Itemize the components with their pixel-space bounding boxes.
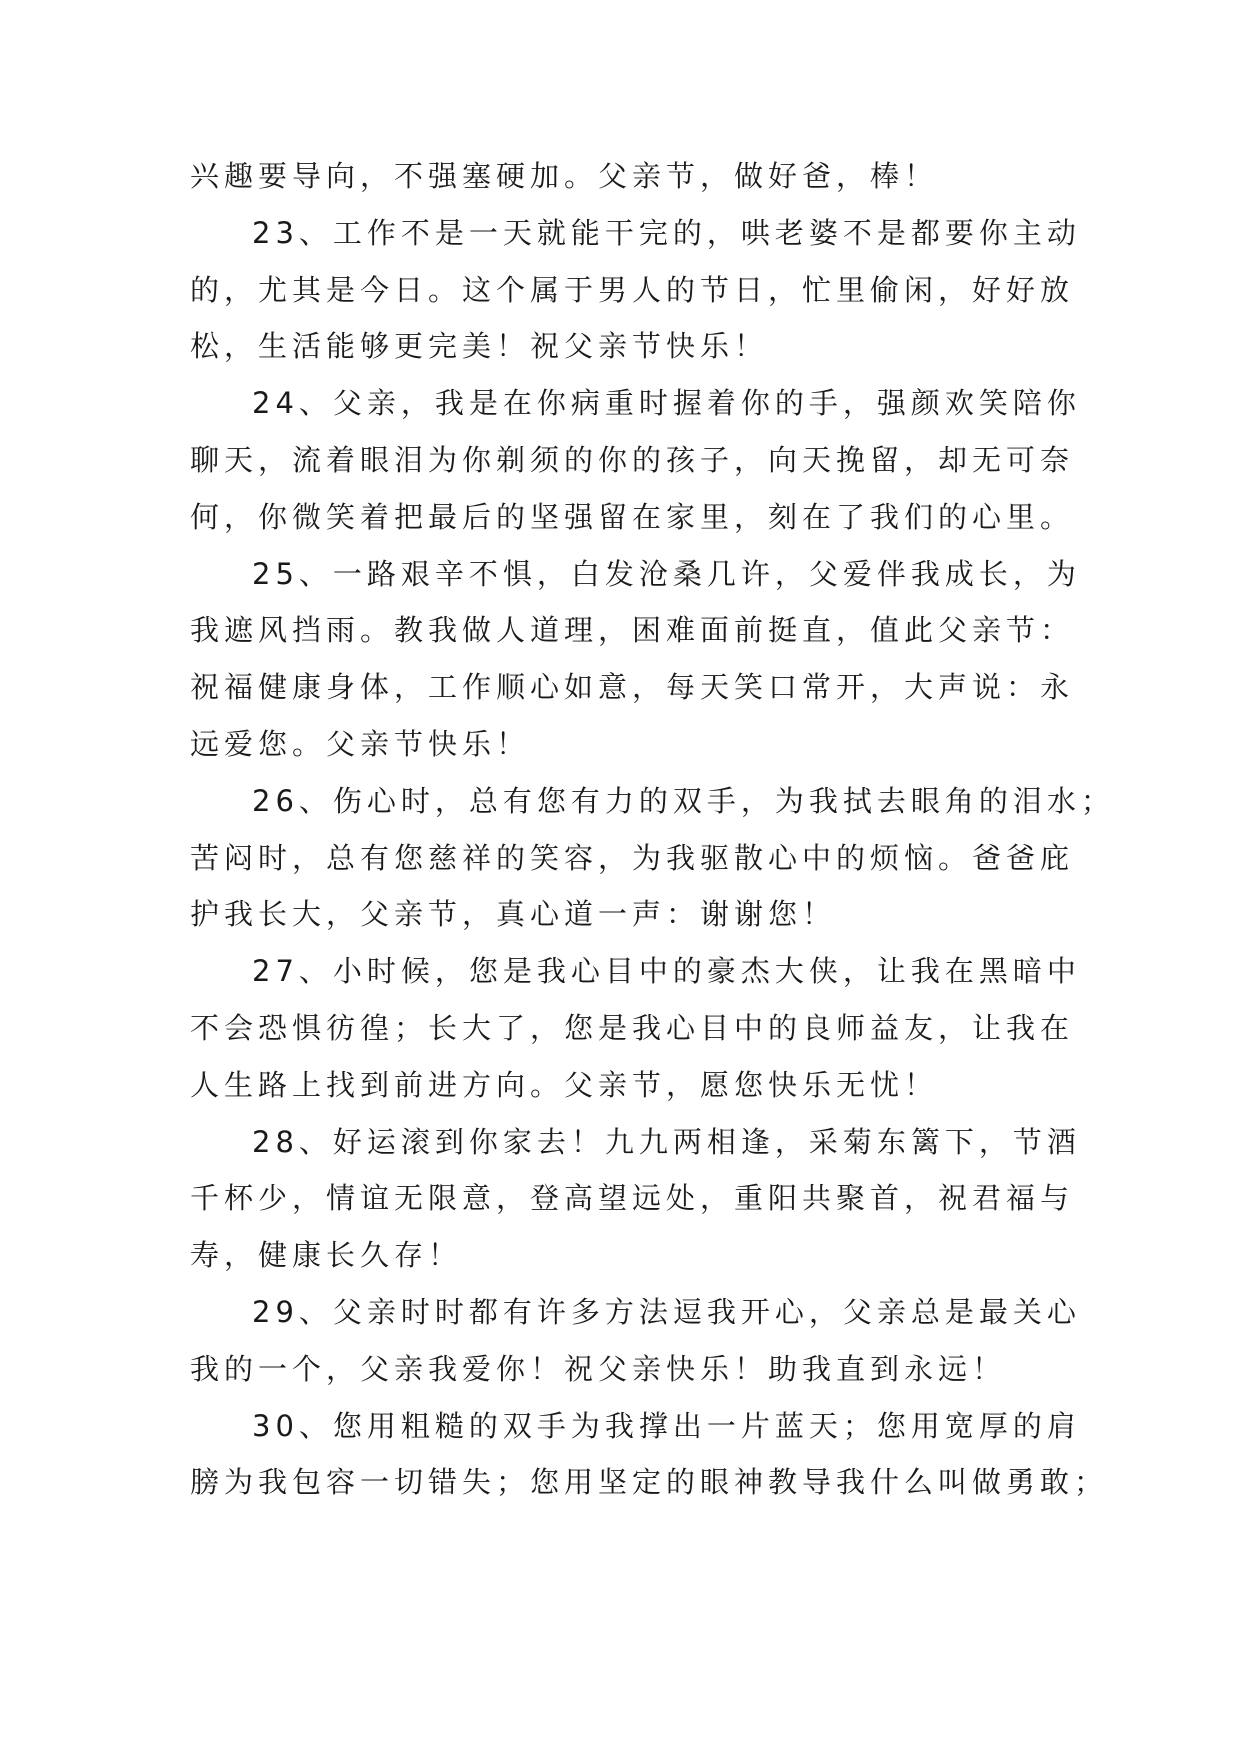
text-line: 人生路上找到前进方向。父亲节，愿您快乐无忧！ bbox=[190, 1067, 939, 1102]
text-line: 千杯少，情谊无限意，登高望远处，重阳共聚首，祝君福与 bbox=[190, 1181, 1075, 1216]
text-line: 苦闷时，总有您慈祥的笑容，为我驱散心中的烦恼。爸爸庇 bbox=[190, 840, 1075, 875]
text-line: 24、父亲，我是在你病重时握着你的手，强颜欢笑陪你 bbox=[252, 386, 1081, 421]
text-line: 松，生活能够更完美！祝父亲节快乐！ bbox=[190, 329, 769, 364]
text-line: 膀为我包容一切错失；您用坚定的眼神教导我什么叫做勇敢； bbox=[190, 1465, 1109, 1500]
text-line: 我遮风挡雨。教我做人道理，困难面前挺直，值此父亲节： bbox=[190, 613, 1075, 648]
text-line: 护我长大，父亲节，真心道一声：谢谢您！ bbox=[190, 897, 837, 932]
text-line: 的，尤其是今日。这个属于男人的节日，忙里偷闲，好好放 bbox=[190, 272, 1075, 307]
text-line: 聊天，流着眼泪为你剃须的你的孩子，向天挽留，却无可奈 bbox=[190, 443, 1075, 477]
text-line: 25、一路艰辛不惧，白发沧桑几许，父爱伴我成长，为 bbox=[252, 556, 1081, 591]
text-line: 不会恐惧彷徨；长大了，您是我心目中的良师益友，让我在 bbox=[190, 1011, 1075, 1045]
text-line: 23、工作不是一天就能干完的，哄老婆不是都要你主动 bbox=[252, 215, 1081, 250]
text-line: 29、父亲时时都有许多方法逗我开心，父亲总是最关心 bbox=[252, 1295, 1081, 1329]
text-line: 30、您用粗糙的双手为我撑出一片蓝天；您用宽厚的肩 bbox=[252, 1408, 1081, 1443]
text-line: 我的一个，父亲我爱你！祝父亲快乐！助我直到永远！ bbox=[190, 1351, 1007, 1386]
text-line: 26、伤心时，总有您有力的双手，为我拭去眼角的泪水； bbox=[252, 783, 1115, 818]
text-line: 寿，健康长久存！ bbox=[190, 1238, 463, 1273]
text-line: 远爱您。父亲节快乐！ bbox=[190, 727, 531, 761]
text-line: 何，你微笑着把最后的坚强留在家里，刻在了我们的心里。 bbox=[190, 499, 1075, 534]
text-line: 27、小时候，您是我心目中的豪杰大侠，让我在黑暗中 bbox=[252, 954, 1081, 989]
text-line: 兴趣要导向，不强塞硬加。父亲节，做好爸，棒！ bbox=[190, 159, 939, 193]
text-line: 28、好运滚到你家去！九九两相逢，采菊东篱下，节酒 bbox=[252, 1124, 1081, 1159]
text-line: 祝福健康身体，工作顺心如意，每天笑口常开，大声说：永 bbox=[190, 670, 1075, 705]
